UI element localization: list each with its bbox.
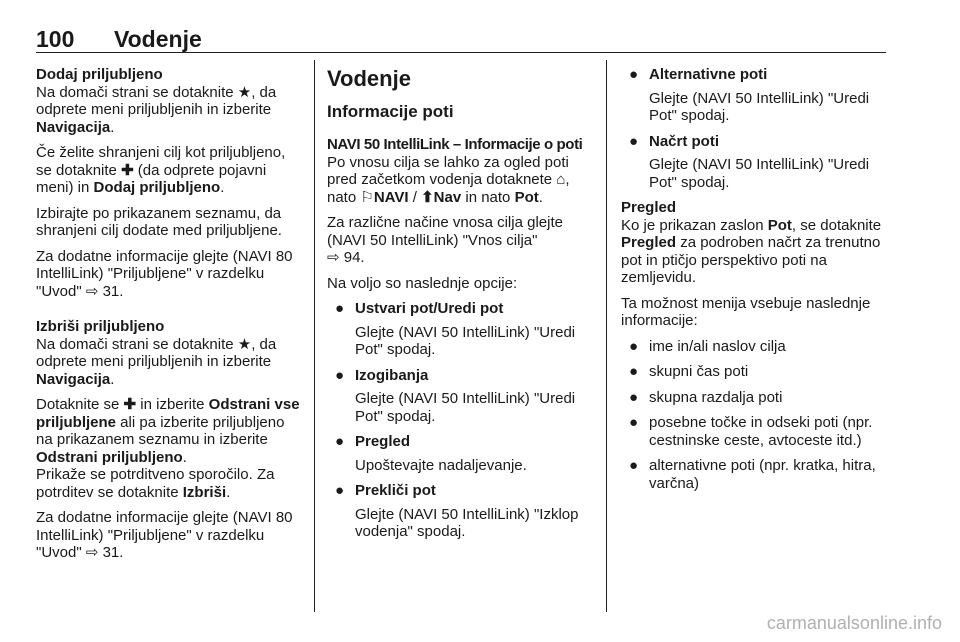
- subsection-heading-overview: Pregled: [621, 199, 677, 216]
- middle-column: Vodenje Informacije poti NAVI 50 IntelliLink – Informacije o poti Po vnosu cilja se lahko za ogled poti pred začetkom vodenja dotaknete ⌂, nato ⚐NAVI / ⬆Nav in nato Pot. Za različne načine vnosa cilja glejte (NAVI 50 IntelliLink) "Vnos cilja" ⇨ 94. Na voljo so naslednje opcije: ● Ustvari pot/Uredi pot Glejte (NAVI 50 IntelliLink) "Uredi Pot" spodaj. ● Izogibanja Glejte (NAVI 50 IntelliLink) "Uredi Pot" spodaj. ● Pregled Upoštevajte nadaljevanje. ● Prekliči pot Glejte (NAVI 50 IntelliLink) "Izklop vodenja" spodaj.: [327, 66, 595, 549]
- paragraph: Ta možnost menija vsebuje naslednje informacije:: [621, 294, 871, 329]
- section-heading-add-favourite: Dodaj priljubljeno: [36, 66, 163, 83]
- paragraph: Izbirajte po prikazanem seznamu, da shranjeni cilj dodate med priljubljene.: [36, 204, 282, 239]
- column-divider-2: [606, 60, 607, 612]
- bullet-icon: ●: [629, 363, 639, 380]
- bullet-icon: ●: [629, 457, 639, 474]
- list-item: ● Načrt poti Glejte (NAVI 50 IntelliLink) "Uredi Pot" spodaj.: [629, 132, 870, 191]
- bullet-icon: ●: [335, 482, 345, 499]
- bullet-icon: ●: [629, 388, 639, 406]
- page-reference-icon: ⇨: [85, 282, 99, 300]
- flag-icon: ⚐: [360, 188, 374, 206]
- paragraph: Za dodatne informacije glejte (NAVI 80 IntelliLink) "Priljubljene" v razdelku "Uvod" ⇨ 31.: [36, 509, 293, 561]
- list-item: ● Pregled Upoštevajte nadaljevanje.: [335, 433, 527, 474]
- info-list: [621, 338, 888, 493]
- paragraph: Če želite shranjeni cilj kot priljubljeno, se dotaknite ✚ (da odprete pojavni meni) in Dodaj priljubljeno.: [36, 144, 286, 196]
- arrow-up-icon: ⬆: [421, 188, 434, 206]
- subsection-heading: NAVI 50 IntelliLink – Informacije o poti: [327, 136, 583, 153]
- header-rule: [36, 52, 886, 53]
- bullet-icon: ●: [629, 337, 639, 355]
- options-list: [327, 300, 595, 541]
- list-item: ● alternativne poti (npr. kratka, hitra, varčna): [629, 457, 876, 492]
- paragraph: Za različne načine vnosa cilja glejte (NAVI 50 IntelliLink) "Vnos cilja" ⇨ 94.: [327, 214, 563, 266]
- page-title: Vodenje: [114, 26, 202, 52]
- paragraph: Na voljo so naslednje opcije:: [327, 274, 518, 292]
- page-reference-icon: ⇨: [327, 249, 340, 266]
- list-item: ● Alternativne poti Glejte (NAVI 50 IntelliLink) "Uredi Pot" spodaj.: [629, 66, 870, 124]
- bullet-icon: ●: [335, 433, 345, 450]
- paragraph: Za dodatne informacije glejte (NAVI 80 IntelliLink) "Priljubljene" v razdelku "Uvod" ⇨ 31.: [36, 247, 293, 300]
- right-column: ● Alternativne poti Glejte (NAVI 50 IntelliLink) "Uredi Pot" spodaj. ● Načrt poti Glejte (NAVI 50 IntelliLink) "Uredi Pot" spodaj. Pregled Ko je prikazan zaslon Pot, se dotaknite Pregled za podroben načrt za trenutno pot in ptičjo perspektivo poti na zemljevidu. Ta možnost menija vsebuje naslednje informacije: ● ime in/ali naslov cilja ● skupni čas poti ● skupna razdalja poti ● posebne točke in odseki poti (npr. cestninske ceste, avtoceste itd.) ● alternativne poti (npr. kratka, hitra, varčna): [621, 66, 888, 500]
- list-item: ● Izogibanja Glejte (NAVI 50 IntelliLink) "Uredi Pot" spodaj.: [335, 366, 576, 425]
- list-item: ● skupna razdalja poti: [629, 388, 783, 406]
- column-divider-1: [314, 60, 315, 612]
- plus-icon: ✚: [123, 396, 137, 413]
- bullet-icon: ●: [629, 414, 639, 431]
- left-column: Dodaj priljubljeno Na domači strani se dotaknite ★, da odprete meni priljubljenih in izberite Navigacija. Če želite shranjeni cilj kot priljubljeno, se dotaknite ✚ (da odprete pojavni meni) in Dodaj priljubljeno. Izbirajte po prikazanem seznamu, da shranjeni cilj dodate med priljubljene. Za dodatne informacije glejte (NAVI 80 IntelliLink) "Priljubljene" v razdelku "Uvod" ⇨ 31. Izbriši priljubljeno Na domači strani se dotaknite ★, da odprete meni priljubljenih in izberite Navigacija. Dotaknite se ✚ in izberite Odstrani vse priljubljene ali pa izberite priljubljeno na prikazanem seznamu in izberite Odstrani priljubljeno. Prikaže se potrditveno sporočilo. Za potrditev se dotaknite Izbriši. Za dodatne informacije glejte (NAVI 80 IntelliLink) "Priljubljene" v razdelku "Uvod" ⇨ 31.: [36, 66, 304, 570]
- section-title: Informacije poti: [327, 102, 454, 121]
- bullet-icon: ●: [629, 132, 639, 150]
- list-item: ● Prekliči pot Glejte (NAVI 50 IntelliLink) "Izklop vodenja" spodaj.: [335, 482, 579, 540]
- paragraph: Dotaknite se ✚ in izberite Odstrani vse priljubljene ali pa izberite priljubljeno na prikazanem seznamu in izberite Odstrani priljubljeno. Prikaže se potrditveno sporočilo. Za potrditev se dotaknite Izbriši.: [36, 396, 300, 501]
- home-icon: ⌂: [556, 171, 566, 188]
- chapter-title: Vodenje: [327, 66, 411, 91]
- list-item: ● skupni čas poti: [629, 363, 749, 380]
- list-item: ● Ustvari pot/Uredi pot Glejte (NAVI 50 IntelliLink) "Uredi Pot" spodaj.: [335, 300, 576, 358]
- list-item: ● ime in/ali naslov cilja: [629, 337, 786, 355]
- bullet-icon: ●: [335, 366, 345, 384]
- page-header: [36, 26, 886, 52]
- page-number: 100: [36, 26, 75, 52]
- page-reference-icon: ⇨: [85, 544, 99, 561]
- list-item: ● posebne točke in odseki poti (npr. cestninske ceste, avtoceste itd.): [629, 414, 873, 449]
- options-list-continued: [621, 66, 888, 191]
- bullet-icon: ●: [629, 66, 639, 83]
- watermark: carmanualsonline.info: [766, 613, 942, 633]
- bullet-icon: ●: [335, 300, 345, 317]
- plus-icon: ✚: [121, 161, 134, 179]
- section-heading-delete-favourite: Izbriši priljubljeno: [36, 318, 165, 335]
